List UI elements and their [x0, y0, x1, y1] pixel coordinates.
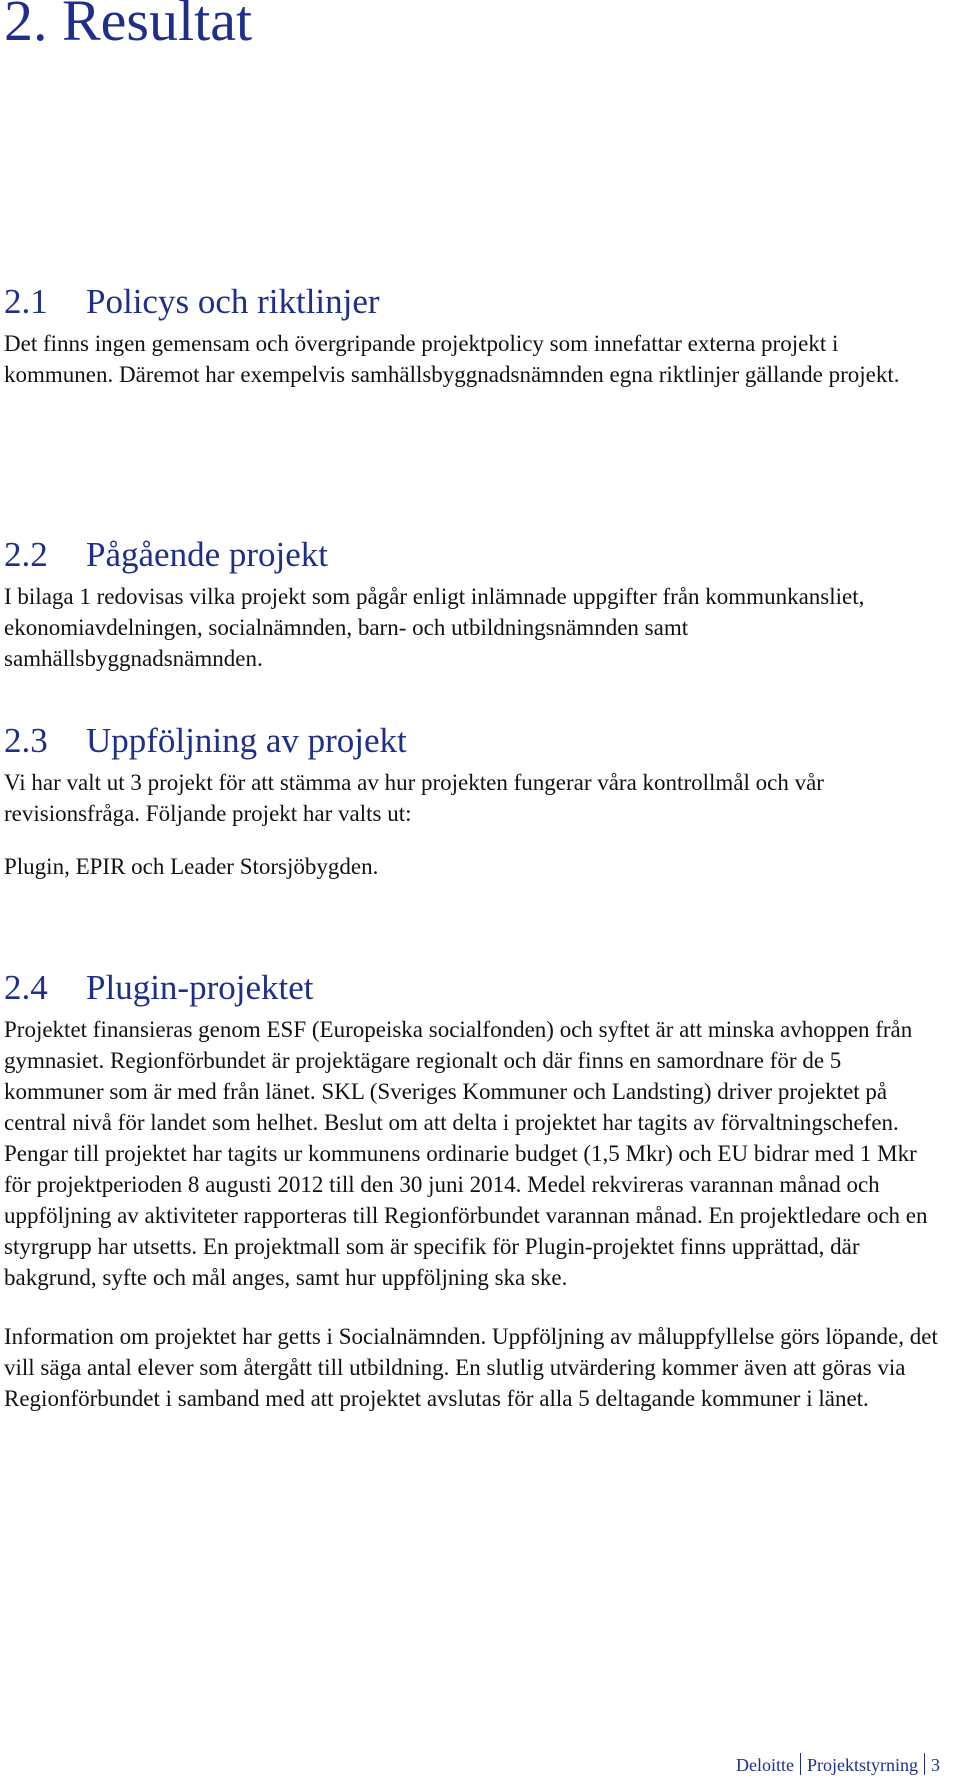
section-title: Pågående projekt — [86, 535, 328, 574]
section-uppfoljning — [4, 721, 944, 882]
section-title: Plugin-projektet — [86, 968, 314, 1007]
footer-report-title: Projektstyrning — [807, 1755, 918, 1775]
section-heading — [4, 535, 944, 575]
section-title: Uppföljning av projekt — [86, 721, 407, 760]
section-number: 2.4 — [4, 968, 48, 1007]
footer-company: Deloitte — [736, 1755, 794, 1775]
body-paragraph: I bilaga 1 redovisas vilka projekt som pågår enligt inlämnade uppgifter från kommunkansliet, ekonomiavdelningen, socialnämnden, barn- och utbildningsnämnden samt samhällsbyggnadsnämnden. — [4, 584, 865, 671]
selected-projects-line: Plugin, EPIR och Leader Storsjöbygden. — [4, 854, 379, 879]
section-number: 2.3 — [4, 721, 48, 760]
section-heading — [4, 721, 944, 761]
footer-page-number: 3 — [931, 1755, 940, 1775]
section-policys — [4, 282, 944, 390]
footer-divider — [924, 1753, 925, 1775]
page-footer — [736, 1753, 940, 1776]
section-heading — [4, 282, 944, 322]
body-paragraph: Information om projektet har getts i Socialnämnden. Uppföljning av måluppfyllelse görs löpande, det vill säga antal elever som återgått till utbildning. En slutlig utvärdering kommer även att göras via Regionförbundet i samband med att projektet avslutas för alla 5 deltagande kommuner i länet. — [4, 1324, 938, 1411]
section-pagaende-projekt — [4, 535, 944, 674]
body-paragraph: Projektet finansieras genom ESF (Europeiska socialfonden) och syftet är att minska avhoppen från gymnasiet. Regionförbundet är projektägare regionalt och där finns en samordnare för de 5 kommuner som är med från länet. SKL (Sveriges Kommuner och Landsting) driver projektet på central nivå för landet som helhet. Beslut om att delta i projektet har tagits av förvaltningschefen. Pengar till projektet har tagits ur kommunens ordinarie budget (1,5 Mkr) och EU bidrar med 1 Mkr för projektperioden 8 augusti 2012 till den 30 juni 2014. Medel rekvireras varannan månad och uppföljning av aktiviteter rapporteras till Regionförbundet varannan månad. En projektledare och en styrgrupp har utsetts. En projektmall som är specifik för Plugin-projektet finns upprättad, där bakgrund, syfte och mål anges, samt hur uppföljning ska ske. — [4, 1017, 928, 1290]
footer-divider — [800, 1753, 801, 1775]
section-plugin-projektet — [4, 968, 944, 1414]
chapter-title: 2. Resultat — [4, 0, 253, 53]
section-number: 2.2 — [4, 535, 48, 574]
body-paragraph: Det finns ingen gemensam och övergripande projektpolicy som innefattar externa projekt i kommunen. Däremot har exempelvis samhällsbyggnadsnämnden egna riktlinjer gällande projekt. — [4, 331, 900, 387]
section-number: 2.1 — [4, 282, 48, 321]
section-heading — [4, 968, 944, 1008]
body-paragraph: Vi har valt ut 3 projekt för att stämma av hur projekten fungerar våra kontrollmål och vår revisionsfråga. Följande projekt har valts ut: — [4, 770, 824, 826]
section-title: Policys och riktlinjer — [86, 282, 380, 321]
